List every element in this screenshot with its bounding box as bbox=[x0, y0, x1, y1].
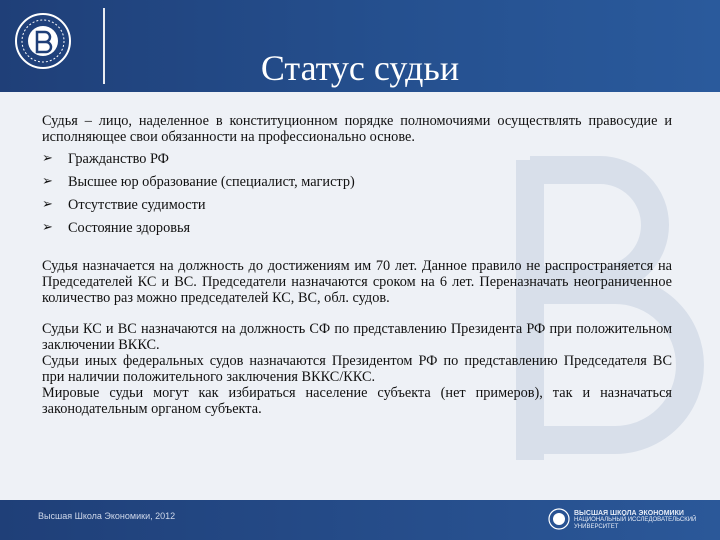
list-item: ➢ Отсутствие судимости bbox=[42, 197, 206, 213]
header-bar bbox=[0, 0, 720, 92]
appointment-paragraph: Судья назначается на должность до достижениям им 70 лет. Данное правило не распространяется на Председателей КС и ВС. Председатели назначаются сроком на 6 лет. Переназначать неограниченное количество раз можно председателей КС, ВС, обл. судов. bbox=[42, 258, 672, 306]
hse-logo-icon bbox=[14, 12, 72, 70]
page-title: Статус судьи bbox=[260, 48, 460, 88]
arrow-bullet-icon: ➢ bbox=[42, 174, 53, 189]
hse-small-logo-icon bbox=[548, 508, 570, 530]
header-divider bbox=[103, 8, 105, 84]
requirements-list bbox=[42, 151, 672, 236]
footer-university-name: ВЫСШАЯ ШКОЛА ЭКОНОМИКИ НАЦИОНАЛЬНЫЙ ИССЛЕДОВАТЕЛЬСКИЙ УНИВЕРСИТЕТ bbox=[574, 510, 697, 530]
federal-judges-paragraph: Судьи иных федеральных судов назначаются Президентом РФ по представлению Председателя ВС при наличии положительного заключения ВККС/ККС. bbox=[42, 353, 672, 385]
footer-bar bbox=[0, 500, 720, 540]
list-item: ➢ Высшее юр образование (специалист, магистр) bbox=[42, 174, 355, 190]
intro-paragraph: Судья – лицо, наделенное в конституционном порядке полномочиями осуществлять правосудие и исполняющее свои обязанности на профессионально основе. bbox=[42, 113, 672, 145]
magistrates-paragraph: Мировые судьи могут как избираться население субъекта (нет примеров), так и назначаться законодательным органом субъекта. bbox=[42, 385, 672, 417]
arrow-bullet-icon: ➢ bbox=[42, 220, 53, 235]
arrow-bullet-icon: ➢ bbox=[42, 197, 53, 212]
slide-content bbox=[42, 113, 672, 417]
footer-caption: Высшая Школа Экономики, 2012 bbox=[38, 511, 176, 521]
arrow-bullet-icon: ➢ bbox=[42, 151, 53, 166]
list-item: ➢ Гражданство РФ bbox=[42, 151, 169, 167]
ks-vs-paragraph: Судьи КС и ВС назначаются на должность СФ по представлению Президента РФ при положительном заключении ВККС. bbox=[42, 321, 672, 353]
list-item: ➢ Состояние здоровья bbox=[42, 220, 191, 236]
